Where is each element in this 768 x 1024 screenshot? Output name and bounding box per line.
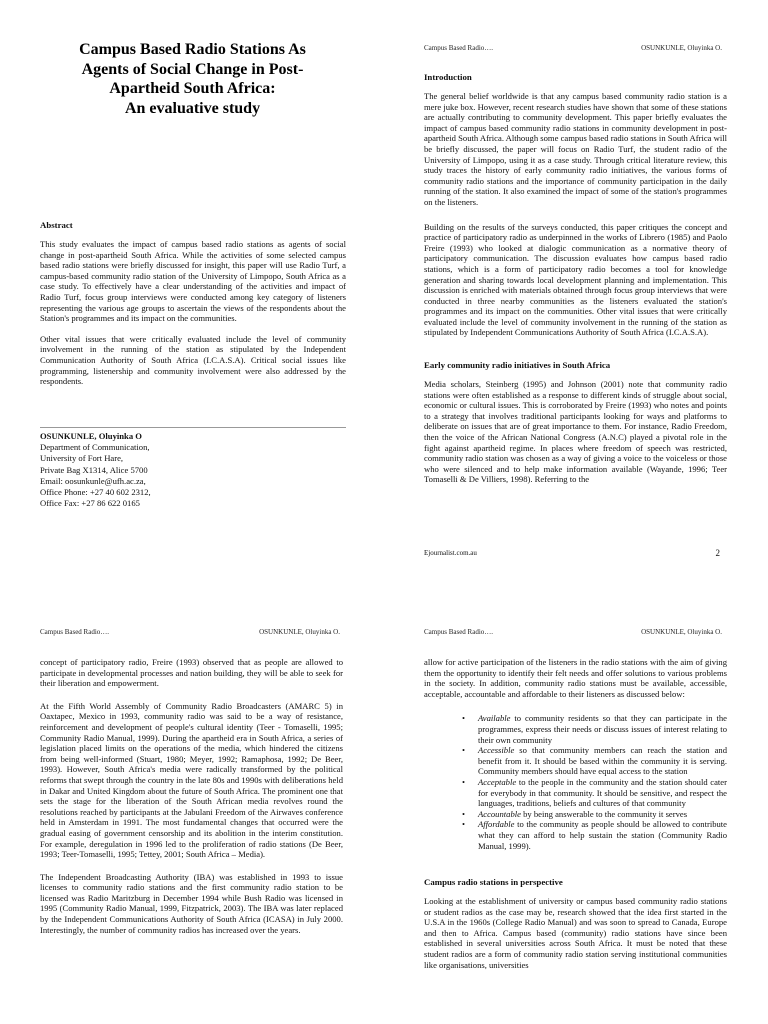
paper-title xyxy=(50,40,335,118)
introduction-section xyxy=(424,72,727,495)
campus-radio-heading: Campus radio stations in perspective xyxy=(424,877,563,888)
author-line: Department of Communication, xyxy=(40,442,150,453)
list-item xyxy=(462,808,727,820)
page-header xyxy=(40,628,340,637)
body-paragraph: allow for active participation of the listeners in the radio stations with the aim of giving them the opportunity to identify their felt needs and offer solutions to various problems in the society. In addition, community radio stations must be available, accessible, acceptable, accountable and affordable to their listeners as discussed below: xyxy=(424,657,727,699)
body-paragraph: At the Fifth World Assembly of Community Radio Broadcasters (AMARC 5) in Oaxtapec, Mexico in 1993, community radio was said to be a way of resistance, reinforcement and development of people's cultural identity (Teer - Tomaselli, 1995; Community Radio Manual, 1999). During the apartheid era in South Africa, a series of legislation placed limits on the operations of the media, which hindered the citizens from being well-informed (Stuart, 1980; Meyer, 1992; Ramaphosa, 1992; De Beer, 1993). However, South Africa's media were radically transformed by the political reforms that swept through the country in the late 80s and 1990s with deliberations held in Dakar and United Kingdom about the future of South Africa. The prominent one that sets the stage for the liberation of the South African media revolves round the resolutions reached by participants at the Jabulani Freedom of the Airwaves conference held in Amsterdam in 1991. The most fundamental changes that occurred were the gradual easing of government censorship and its abolition in the interim constitution. For example, deregulation in 1996 led to the proliferation of radio stations (De Beer, 1993; Teer-Tomaselli, 1995; Tettey, 2001; South Africa – Media). xyxy=(40,700,343,860)
author-line: Private Bag X1314, Alice 5700 xyxy=(40,464,148,475)
divider xyxy=(40,427,346,428)
page4-body xyxy=(424,657,727,980)
abstract-heading: Abstract xyxy=(40,220,73,230)
intro-paragraph: The general belief worldwide is that any campus based community radio station is a mere juke box. However, recent research studies have shown that some of these stations are actually contributing to community development. This paper briefly evaluates the impact of campus based community radio stations in community development in post-apartheid South Africa. Although some campus based radio stations in South Africa will be briefly discussed, the paper will focus on Radio Turf, the student radio of the University of Limpopo, using it as a case study. Through critical literature review, this study traces the history of early community radio initiatives, the various forms of community radio stations and the importance of community participation in the daily running of the station. It also examined the impact of some of the station's programmes on the listeners. xyxy=(424,91,727,207)
criterion-term: Accountable xyxy=(478,808,521,819)
footer-site[interactable]: Ejournalist.com.au xyxy=(424,549,477,557)
introduction-heading: Introduction xyxy=(424,72,472,82)
bullet-glyph: • xyxy=(462,713,466,724)
author-name: OSUNKUNLE, Oluyinka O xyxy=(40,431,142,441)
header-left: Campus Based Radio…. xyxy=(424,628,494,636)
title-line: An evaluative study xyxy=(124,99,261,117)
author-email[interactable]: Email: oosunkunle@ufh.ac.za, xyxy=(40,475,146,486)
author-line: University of Fort Hare, xyxy=(40,453,124,464)
criterion-text: by being answerable to the community it serves xyxy=(520,808,688,819)
header-left: Campus Based Radio…. xyxy=(424,44,494,52)
bullet-glyph: • xyxy=(462,819,466,830)
bullet-glyph: • xyxy=(462,745,466,756)
criterion-text: to community residents so that they can participate in the programmes, express their needs or discuss issues of interest relating to their own community xyxy=(478,713,727,745)
page-footer xyxy=(424,549,720,558)
criterion-term: Affordable xyxy=(478,819,515,830)
criterion-term: Accessible xyxy=(478,745,515,756)
list-item xyxy=(462,745,727,777)
header-right: OSUNKUNLE, Oluyinka O. xyxy=(259,628,340,636)
list-item xyxy=(462,819,727,851)
abstract-paragraph: Other vital issues that were critically evaluated include the level of community involvement in the running of the station as stipulated by the Independent Communication Authority of South Africa (I.C.A.S.A). Critical social issues like programming, listenership and community involvement were also addressed by the respondents. xyxy=(40,333,346,387)
early-radio-paragraph: Media scholars, Steinberg (1995) and Johnson (2001) note that community radio stations were often established as a response to different kinds of struggle about social, economic or cultural issues. This is corroborated by Freire (1993) who notes and points to a strategy that involves traditional participants looking for ways and platforms to deliberate on issues that are of great importance to them. For instance, Radio Freedom, then the voice of the African National Congress (A.N.C) played a pivotal role in the fight against apartheid regime. In places where freedom of speech was restricted, community radio station was chosen as a way of giving a voice to the voiceless or those who were silenced and to help make information available (Wayande, 1996; Teer Tomaselli & De Villiers, 1998). Referring to the xyxy=(424,379,727,485)
page-header xyxy=(424,628,722,637)
criterion-term: Acceptable xyxy=(478,776,517,787)
page-number: 2 xyxy=(715,548,720,558)
title-line: Apartheid South Africa: xyxy=(109,80,276,98)
criterion-text: to the community as people should be allowed to contribute what they can afford to help sustain the station (Community Radio Manual, 1999). xyxy=(478,819,727,851)
criterion-text: so that community members can reach the station and benefit from it. It should be based within the community it is serving. Community members should have equal access to the station xyxy=(478,745,727,777)
title-line: Campus Based Radio Stations As xyxy=(79,41,306,58)
author-line: Office Fax: +27 86 622 0165 xyxy=(40,498,140,509)
abstract-paragraph: This study evaluates the impact of campus based radio stations as agents of social change in post-apartheid South Africa. While the activities of some selected campus based radio stations were briefly discussed for insight, this paper will use Radio Turf, a campus-based community radio station of the University of Limpopo, South Africa as a case study. To effectively have a clear understanding of the activities and impact of Radio Turf, focus group interviews were conducted among key category of listeners representing the various age groups to ascertain the views of the respondents about the Station's programmes and its impact on the communities. xyxy=(40,239,346,324)
page3-body xyxy=(40,657,343,945)
intro-paragraph: Building on the results of the surveys conducted, this paper critiques the concept and practice of participatory radio as underpinned in the works of Librero (1985) and Paolo Freire (1993) who looked at dialogic communication as a normative theory of participatory communication. The discussion evaluates how campus based radio stations, which is a form of participatory radio becomes a tool for knowledge generation and sharing towards local development planning and implementation. This discussion is enriched with materials obtained through focus group interviews that were conducted in three nearby communities as the listeners evaluated the station's programmes and its impact on the communities. Other vital issues that were critically evaluated include the level of community involvement in the running of the station as stipulated by Independent Communications Authority of South Africa (I.C.A.S.A). xyxy=(424,221,727,338)
criterion-text: to the people in the community and the station should cater for everybody in that community. It should be sensitive, and respect the languages, traditions, beliefs and cultures of that community xyxy=(478,776,727,809)
author-block xyxy=(40,431,346,509)
author-line: Office Phone: +27 40 602 2312, xyxy=(40,487,151,498)
bullet-glyph: • xyxy=(462,776,466,787)
body-paragraph: concept of participatory radio, Freire (1993) observed that as people are allowed to participate in developmental processes and nation building, they will be able to seek for their liberation and empowerment. xyxy=(40,657,343,689)
criterion-term: Available xyxy=(478,713,511,724)
title-line: Agents of Social Change in Post- xyxy=(81,60,304,78)
list-item xyxy=(462,713,727,745)
early-radio-heading: Early community radio initiatives in South Africa xyxy=(424,360,611,371)
list-item xyxy=(462,776,727,809)
body-paragraph: Looking at the establishment of university or campus based community radio stations or student radios as the case may be, research showed that the idea first started in the U.S.A in the 1960s (College Radio Manual) and was soon to spread to Canada, Europe and then to Africa. Campus based (community) radio stations have since been established in several universities across South Africa. It must be noted that these student radios are a form of community radio station serving institutional communities like organisations, universities xyxy=(424,896,727,970)
header-right: OSUNKUNLE, Oluyinka O. xyxy=(641,44,722,52)
header-right: OSUNKUNLE, Oluyinka O. xyxy=(641,628,722,636)
page-header xyxy=(424,44,722,53)
criteria-list xyxy=(460,713,727,851)
header-left: Campus Based Radio…. xyxy=(40,628,110,636)
bullet-glyph: • xyxy=(462,808,466,819)
body-paragraph: The Independent Broadcasting Authority (IBA) was established in 1993 to issue licenses to community radio stations and the first community radio station to be licensed was Radio Maritzburg in December 1994 while Bush Radio was licensed in 1995 (Community Radio Manual, 1999, Fitzpatrick, 2003). The IBA was later replaced by the Independent Communications Authority of South Africa (ICASA) in July 2000. Interestingly, the number of community radios has increased over the years. xyxy=(40,871,343,935)
abstract-section xyxy=(40,220,346,397)
